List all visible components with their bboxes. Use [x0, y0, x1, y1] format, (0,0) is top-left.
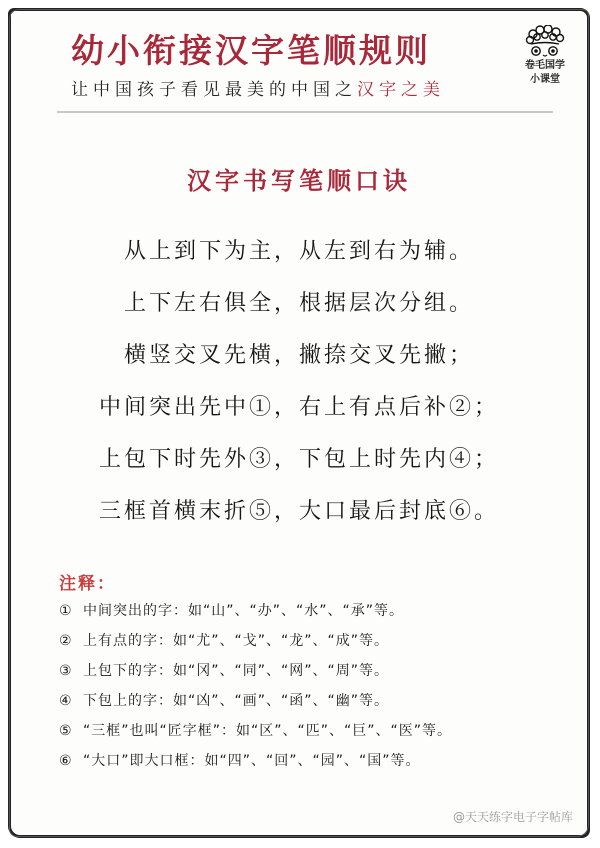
rhyme-body	[11, 226, 587, 538]
note-number: ⑤	[59, 723, 73, 739]
page-subtitle	[71, 75, 445, 100]
logo-line-2: 小课堂	[530, 74, 560, 85]
note-item	[59, 656, 569, 686]
note-text: 上有点的字：如“尤”、“戈”、“龙”、“成”等。	[83, 633, 390, 649]
note-text: “三框”也叫“匠字框”：如“区”、“匹”、“巨”、“医”等。	[83, 723, 453, 739]
note-item	[59, 626, 569, 656]
note-item	[59, 746, 569, 776]
rhyme-line: 中间突出先中①，右上有点后补②；	[98, 395, 499, 420]
header-divider	[57, 111, 553, 113]
rhyme-line: 上下左右俱全，根据层次分组。	[123, 291, 474, 316]
note-number: ④	[59, 693, 73, 709]
notes-heading: 注释：	[59, 574, 116, 594]
note-item	[59, 716, 569, 746]
rhyme-line: 从上到下为主，从左到右为辅。	[123, 239, 474, 264]
note-text: 中间突出的字：如“山”、“办”、“水”、“承”等。	[83, 603, 405, 619]
note-number: ③	[59, 663, 73, 679]
worksheet-frame	[8, 8, 590, 838]
note-text: “大口”即大口框：如“四”、“回”、“园”、“国”等。	[83, 753, 421, 769]
note-number: ①	[59, 603, 73, 619]
brand-logo	[513, 25, 577, 87]
note-text: 上包下的字：如“冈”、“同”、“网”、“周”等。	[83, 663, 390, 679]
note-number: ⑥	[59, 753, 73, 769]
curly-hair-cartoon-face-icon	[524, 25, 566, 59]
rhyme-line: 横竖交叉先横，撇捺交叉先撇；	[123, 343, 474, 368]
note-number: ②	[59, 633, 73, 649]
subtitle-lead: 让中国孩子看见最美的中国之	[71, 80, 357, 100]
watermark: @天天练字电子字帖库	[452, 810, 573, 824]
page-title: 幼小衔接汉字笔顺规则	[71, 31, 431, 70]
logo-line-1: 卷毛国学	[525, 60, 565, 71]
note-text: 下包上的字：如“凶”、“画”、“函”、“幽”等。	[83, 693, 390, 709]
notes-list	[59, 596, 569, 776]
subtitle-highlight: 汉字之美	[357, 80, 445, 100]
rhyme-line: 上包下时先外③，下包上时先内④；	[98, 447, 499, 472]
rhyme-line: 三框首横末折⑤，大口最后封底⑥。	[98, 499, 499, 524]
rhyme-title: 汉字书写笔顺口诀	[187, 166, 411, 195]
note-item	[59, 596, 569, 626]
note-item	[59, 686, 569, 716]
